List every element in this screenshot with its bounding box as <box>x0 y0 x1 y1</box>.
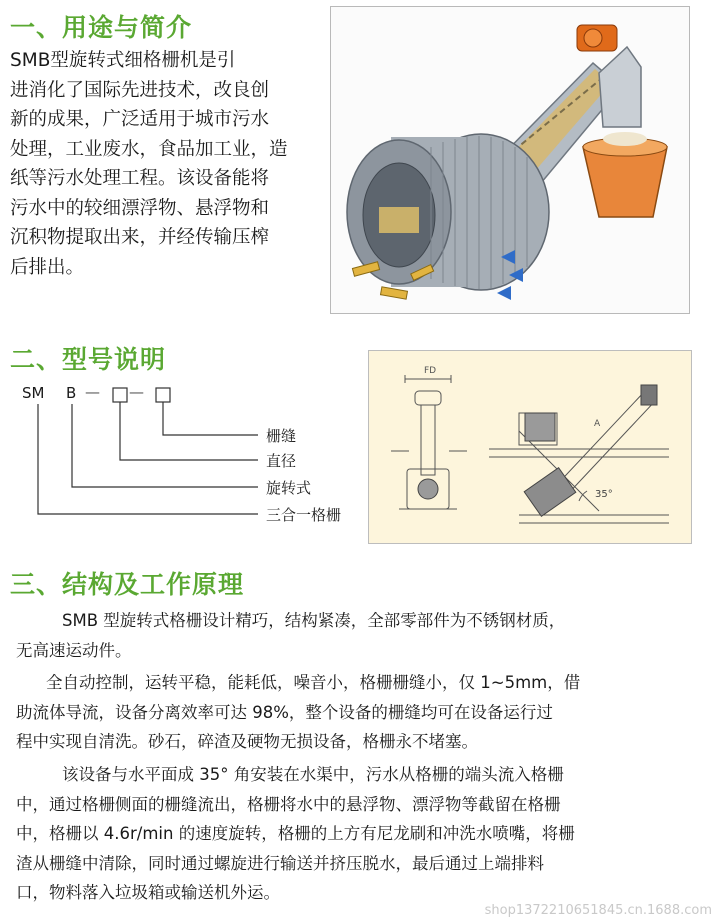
intro-line: 新的成果，广泛适用于城市污水 <box>10 109 270 130</box>
paragraph-line: 助流体导流，设备分离效率可达 98%，整个设备的栅缝均可在设备运行过 <box>16 702 553 722</box>
paragraph-line: 中，通过格栅侧面的栅缝流出，格栅将水中的悬浮物、漂浮物等截留在格栅 <box>16 794 561 814</box>
paragraph-line: 全自动控制，运转平稳，能耗低，噪音小，格栅栅缝小，仅 1~5mm，借 <box>46 673 581 692</box>
label-slot-width: 栅缝 <box>266 427 297 445</box>
angle-label: 35° <box>595 489 613 500</box>
section1-heading: 一、用途与简介 <box>10 13 193 42</box>
installation-drawing <box>368 350 692 544</box>
rotary-screen-drawing <box>331 7 689 313</box>
paragraph-principle <box>16 760 706 908</box>
model-code-diagram <box>0 380 370 540</box>
model-dash: — <box>129 383 144 401</box>
intro-line: 纸等污水处理工程。该设备能将 <box>10 168 270 189</box>
intro-line: 沉积物提取出来，并经传输压榨 <box>10 227 270 248</box>
paragraph-line: 无高速运动件。 <box>16 640 132 660</box>
paragraph-line: 渣从栅缝中清除，同时通过螺旋进行输送并挤压脱水，最后通过上端排料 <box>16 853 544 873</box>
machine-illustration <box>330 6 690 314</box>
label-rotary: 旋转式 <box>266 479 312 497</box>
watermark: shop1372210651845.cn.1688.com <box>484 903 712 918</box>
model-b: B <box>66 384 77 402</box>
paragraph-line: 口，物料落入垃圾箱或输送机外运。 <box>16 883 280 902</box>
dim-fd: FD <box>424 366 437 376</box>
intro-line: 污水中的较细漂浮物、悬浮物和 <box>10 197 270 219</box>
intro-line: 进消化了国际先进技术，改良创 <box>10 79 270 101</box>
section2-heading: 二、型号说明 <box>10 345 167 374</box>
label-diameter: 直径 <box>266 452 297 470</box>
paragraph-line: SMB 型旋转式格栅设计精巧，结构紧凑，全部零部件为不锈钢材质， <box>62 611 566 630</box>
model-prefix: SM <box>22 384 45 402</box>
intro-paragraph <box>10 46 320 282</box>
intro-line: 后排出。 <box>10 256 85 278</box>
dim-a: A <box>594 419 601 429</box>
model-dash: — <box>85 383 100 401</box>
paragraph-control <box>16 668 706 757</box>
installation-svg <box>369 351 691 543</box>
paragraph-structure <box>16 606 706 665</box>
intro-line: SMB型旋转式细格栅机是引 <box>10 50 236 71</box>
label-three-in-one: 三合一格栅 <box>266 506 342 524</box>
section3-heading: 三、结构及工作原理 <box>10 570 245 599</box>
paragraph-line: 中，格栅以 4.6r/min 的速度旋转，格栅的上方有尼龙刷和冲洗水喷嘴，将栅 <box>16 824 575 843</box>
paragraph-line: 该设备与水平面成 35° 角安装在水渠中，污水从格栅的端头流入格栅 <box>62 765 564 784</box>
paragraph-line: 程中实现自清洗。砂石，碎渣及硬物无损设备，格栅永不堵塞。 <box>16 732 478 751</box>
intro-line: 处理，工业废水，食品加工业，造 <box>10 138 288 160</box>
